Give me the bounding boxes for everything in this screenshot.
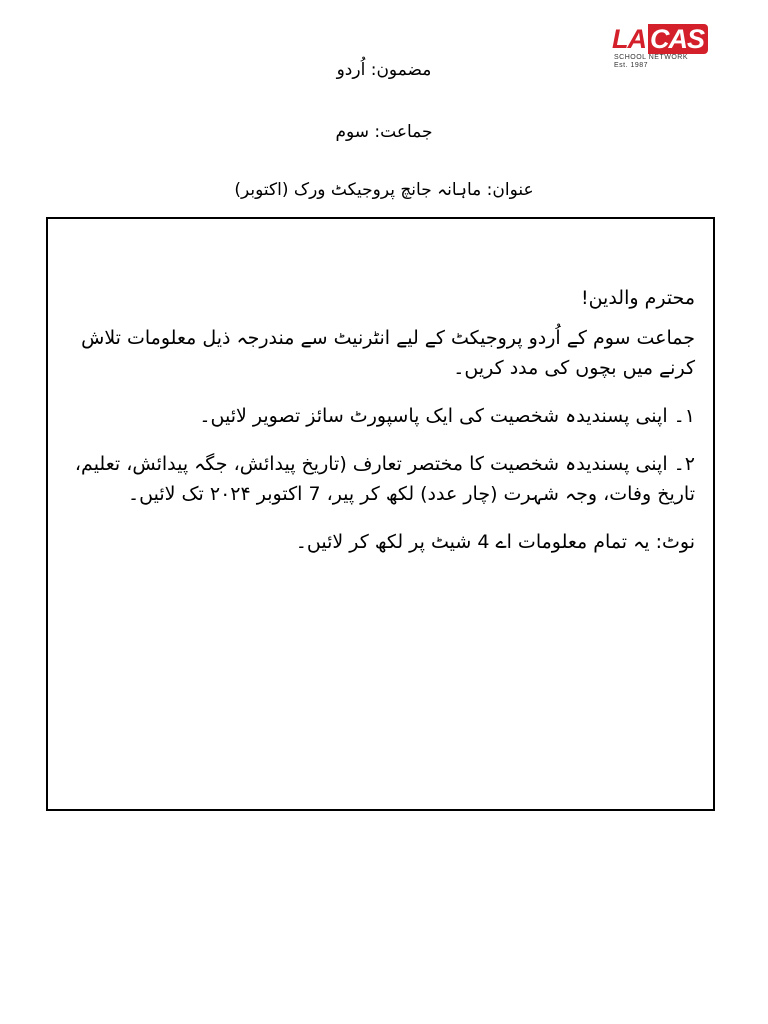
logo-school-network: SCHOOL NETWORK [614,54,689,61]
logo-wordmark [608,24,730,54]
letter-greeting: محترم والدین! [580,287,695,309]
title-heading: عنوان: ماہانہ جانچ پروجیکٹ ورک (اکتوبر) [234,180,534,200]
logo-text-la: LA [612,24,646,54]
letter-item-1: ۱۔ اپنی پسندیدہ شخصیت کی ایک پاسپورٹ سائز تصویر لائیں۔ [199,405,695,427]
letter-item-2: ۲۔ اپنی پسندیدہ شخصیت کا مختصر تعارف (تاریخ پیدائش، جگہ پیدائش، تعلیم، تاریخ وفات، وجہ شہرت (چار عدد) لکھ کر پیر، 7 اکتوبر ۲۰۲۴ تک لائیں۔ [74,453,695,505]
logo-text-cas: CAS [648,24,708,54]
letter-box [46,217,715,811]
subject-heading: مضمون: اُردو [336,60,432,80]
logo-established: Est. 1987 [614,62,649,69]
letter-intro: جماعت سوم کے اُردو پروجیکٹ کے لیے انٹرنیٹ سے مندرجہ ذیل معلومات تلاش کرنے میں بچوں کی مدد کریں۔ [81,327,695,379]
class-heading: جماعت: سوم [335,122,433,142]
letter-note: نوٹ: یہ تمام معلومات اے 4 شیٹ پر لکھ کر لائیں۔ [295,531,695,553]
